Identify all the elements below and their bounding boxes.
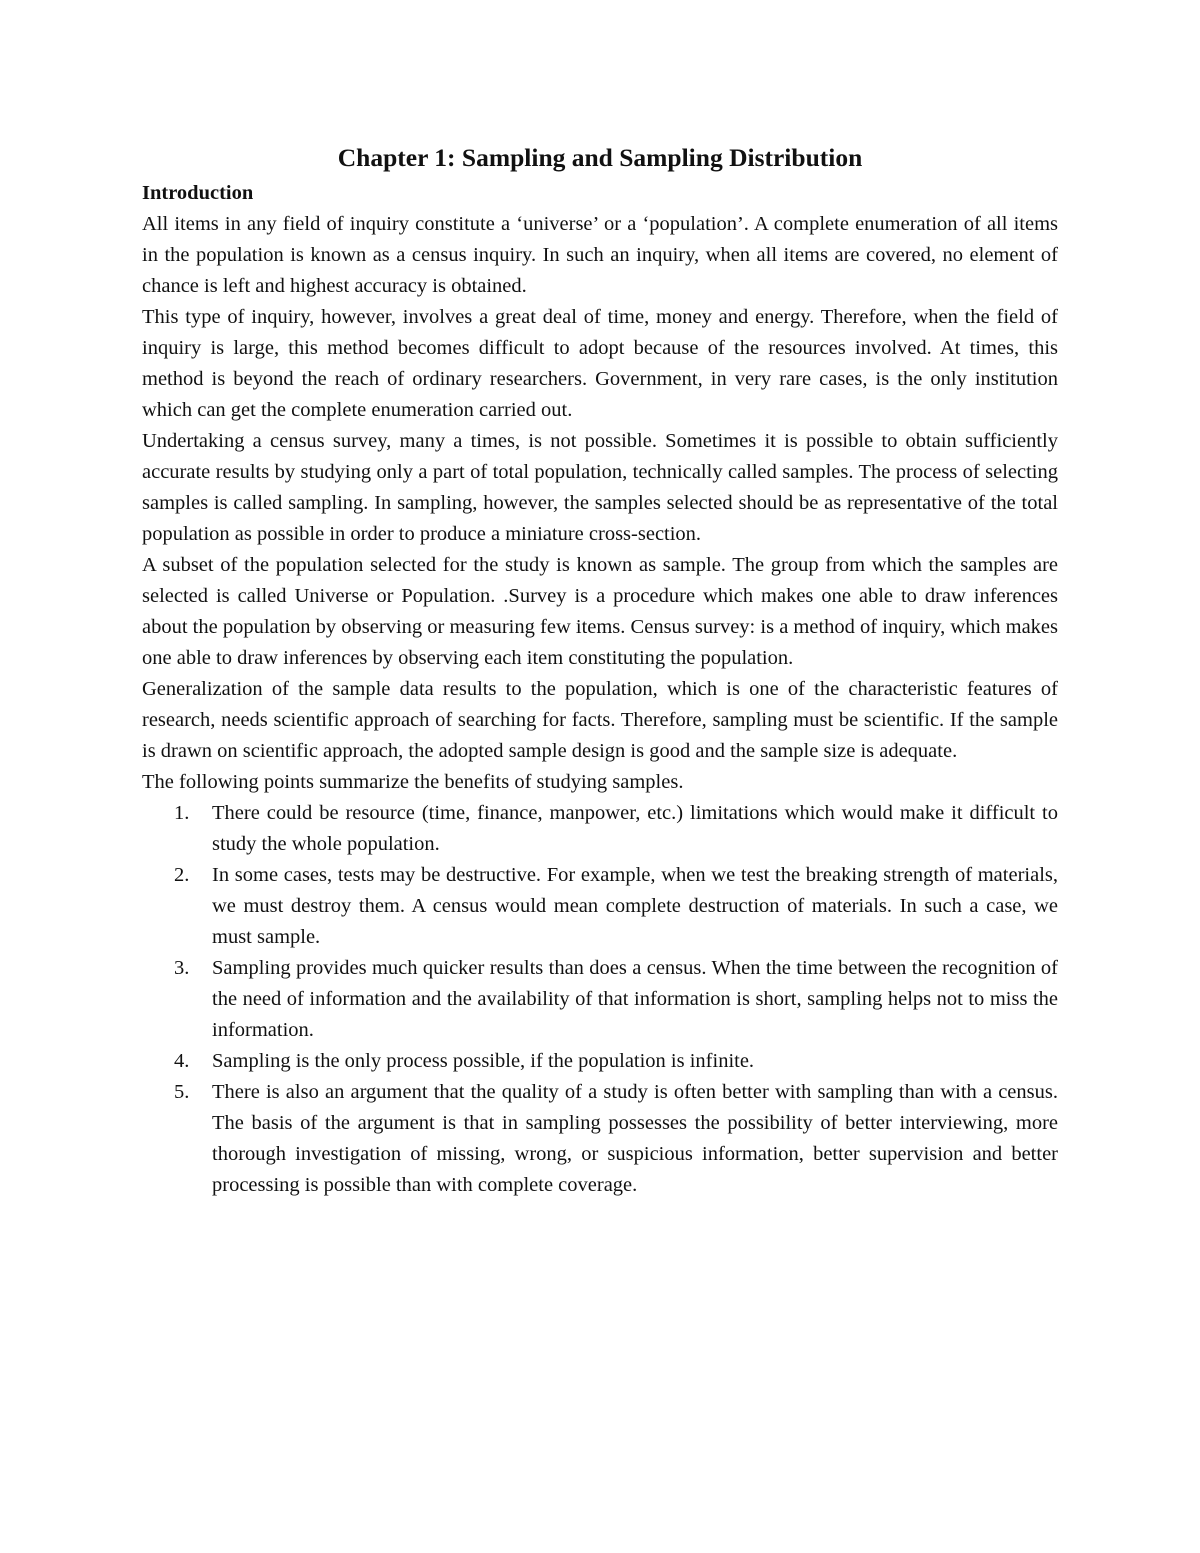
list-item-number: 5. bbox=[174, 1081, 190, 1103]
list-item-number: 2. bbox=[174, 864, 190, 886]
paragraph-sampling-definition: Undertaking a census survey, many a times, is not possible. Sometimes it is possible to obtain sufficiently accurate results by studying only a part of total population, technically called samples. The process of selecting samples is called sampling. In sampling, however, the samples selected should be as representative of the total population as possible in order to produce a miniature cross-section. bbox=[142, 430, 1058, 545]
document-content bbox=[142, 138, 1058, 1201]
list-item bbox=[142, 953, 1058, 1046]
paragraph-benefits-intro: The following points summarize the benefits of studying samples. bbox=[142, 771, 684, 793]
benefits-list bbox=[142, 798, 1058, 1201]
list-item bbox=[142, 798, 1058, 860]
chapter-title: Chapter 1: Sampling and Sampling Distribution bbox=[337, 143, 863, 172]
paragraph-census-cost: This type of inquiry, however, involves a great deal of time, money and energy. Therefore, when the field of inquiry is large, this method becomes difficult to adopt because of the resources involved. At times, this method is beyond the reach of ordinary researchers. Government, in very rare cases, is the only institution which can get the complete enumeration carried out. bbox=[142, 306, 1058, 421]
list-item-number: 4. bbox=[174, 1050, 190, 1072]
paragraph-population-definition: All items in any field of inquiry constitute a ‘universe’ or a ‘population’. A complete enumeration of all items in the population is known as a census inquiry. In such an inquiry, when all items are covered, no element of chance is left and highest accuracy is obtained. bbox=[142, 213, 1058, 297]
list-item-text: There is also an argument that the quality of a study is often better with sampling than with a census. The basis of the argument is that in sampling possesses the possibility of better interviewing, more thorough investigation of missing, wrong, or suspicious information, better supervision and better processing is possible than with complete coverage. bbox=[212, 1081, 1058, 1196]
list-item-text: Sampling provides much quicker results than does a census. When the time between the recognition of the need of information and the availability of that information is short, sampling helps not to miss the information. bbox=[212, 957, 1058, 1041]
list-item-number: 3. bbox=[174, 957, 190, 979]
section-heading-introduction: Introduction bbox=[142, 182, 254, 204]
paragraph-sample-universe-survey: A subset of the population selected for the study is known as sample. The group from which the samples are selected is called Universe or Population. .Survey is a procedure which makes one able to draw inferences about the population by observing or measuring few items. Census survey: is a method of inquiry, which makes one able to draw inferences by observing each item constituting the population. bbox=[142, 554, 1058, 669]
list-item-text: In some cases, tests may be destructive. For example, when we test the breaking strength of materials, we must destroy them. A census would mean complete destruction of materials. In such a case, we must sample. bbox=[212, 864, 1058, 948]
list-item bbox=[142, 1046, 1058, 1077]
paragraph-generalization: Generalization of the sample data results to the population, which is one of the characteristic features of research, needs scientific approach of searching for facts. Therefore, sampling must be scientific. If the sample is drawn on scientific approach, the adopted sample design is good and the sample size is adequate. bbox=[142, 678, 1058, 762]
list-item bbox=[142, 860, 1058, 953]
list-item bbox=[142, 1077, 1058, 1201]
list-item-number: 1. bbox=[174, 802, 190, 824]
list-item-text: Sampling is the only process possible, if the population is infinite. bbox=[212, 1050, 755, 1072]
list-item-text: There could be resource (time, finance, manpower, etc.) limitations which would make it difficult to study the whole population. bbox=[212, 802, 1058, 855]
